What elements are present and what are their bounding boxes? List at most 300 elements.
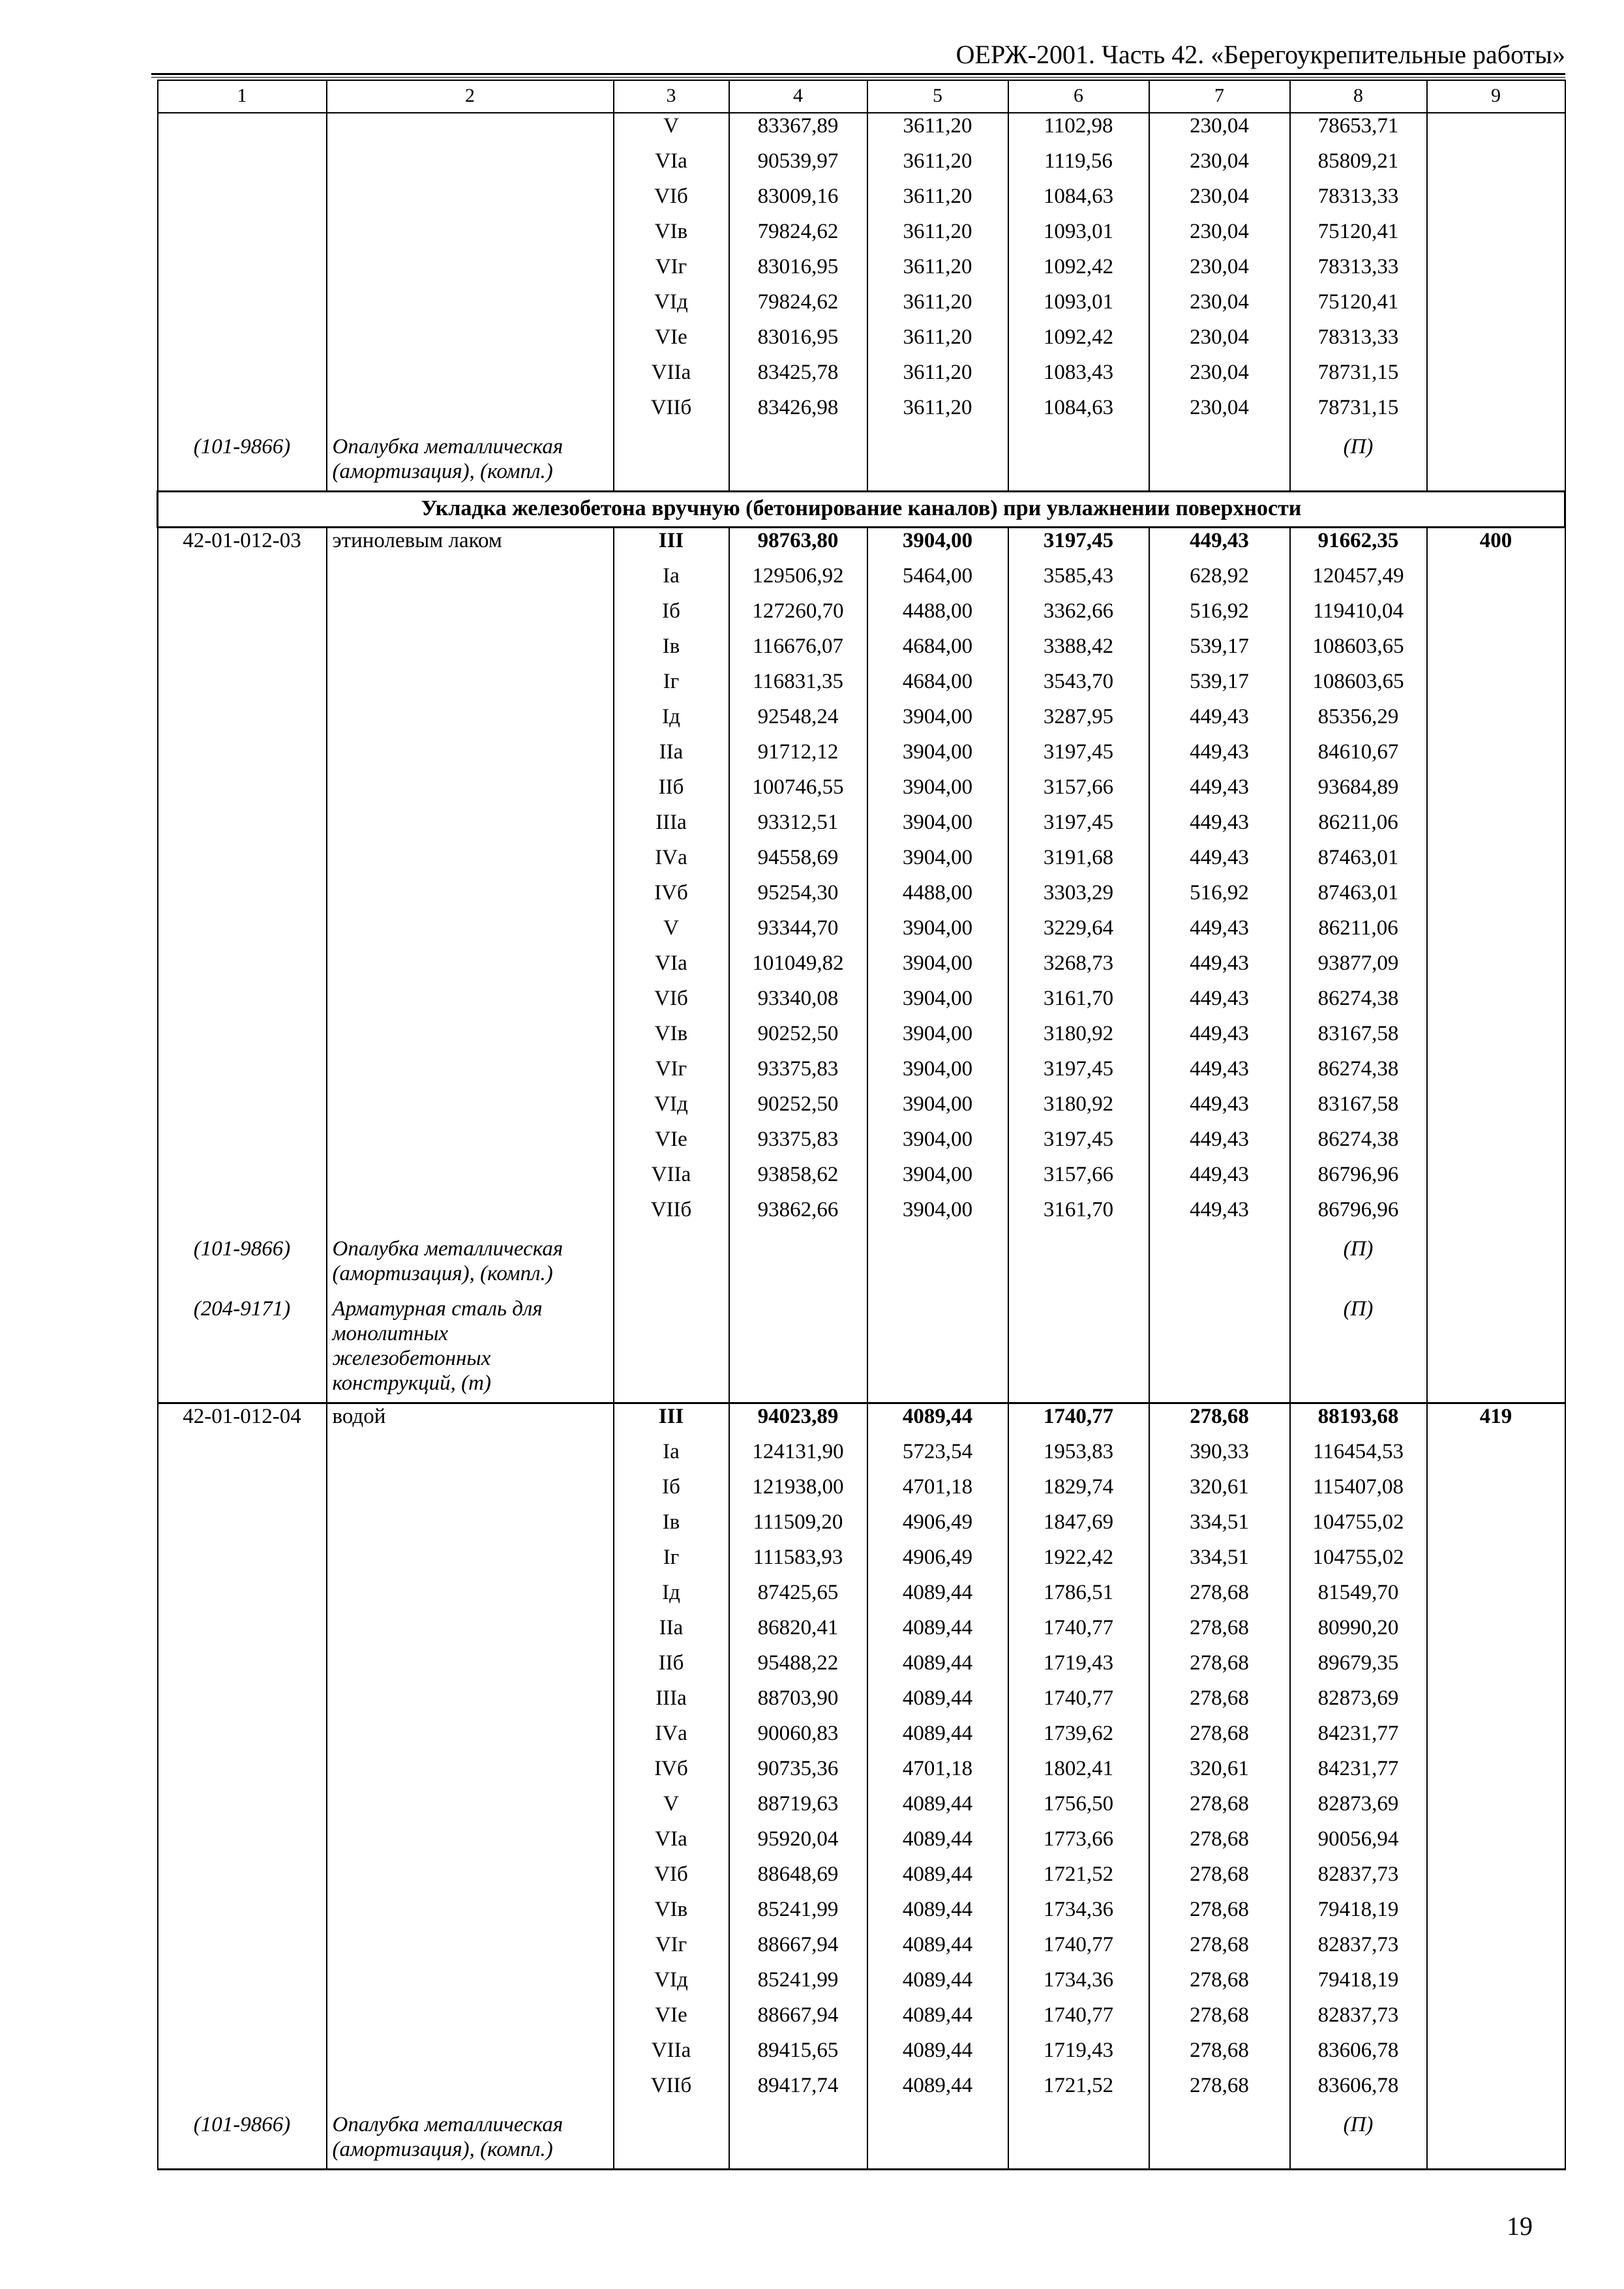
price-row [158, 1651, 1565, 1686]
section-title: Укладка железобетона вручную (бетонирование каналов) при увлажнении поверхности [158, 492, 1565, 528]
labor-wages: 3904,00 [867, 740, 1008, 775]
labor-wages: 4089,44 [867, 1827, 1008, 1862]
column-9-value: 400 [1427, 528, 1565, 564]
operator-wages: 334,51 [1149, 1545, 1290, 1580]
total-cost: 93858,62 [729, 1162, 867, 1197]
column-9-value [1427, 1932, 1565, 1967]
rate-code: 42-01-012-04 [158, 1403, 327, 1440]
total-cost: 88719,63 [729, 1791, 867, 1827]
work-name [327, 254, 614, 290]
materials-cost: 83167,58 [1290, 1092, 1427, 1127]
price-row [158, 1510, 1565, 1545]
machine-cost: 3229,64 [1008, 916, 1149, 951]
zone-marker: V [614, 113, 729, 149]
operator-wages: 278,68 [1149, 1686, 1290, 1721]
operator-wages: 278,68 [1149, 1791, 1290, 1827]
materials-cost: 80990,20 [1290, 1615, 1427, 1651]
price-row [158, 2003, 1565, 2038]
resource-name: Опалубка металлическая (амортизация), (компл.) [327, 430, 614, 492]
rate-code [158, 1127, 327, 1162]
labor-wages: 3904,00 [867, 810, 1008, 845]
rate-code [158, 360, 327, 395]
materials-cost: 78313,33 [1290, 184, 1427, 219]
price-row [158, 528, 1565, 564]
total-cost: 116676,07 [729, 634, 867, 669]
column-9-value [1427, 1615, 1565, 1651]
machine-cost: 3303,29 [1008, 880, 1149, 916]
rate-code [158, 1162, 327, 1197]
rate-code [158, 1545, 327, 1580]
rate-code [158, 2003, 327, 2038]
total-cost: 79824,62 [729, 290, 867, 325]
work-name [327, 1686, 614, 1721]
work-name [327, 740, 614, 775]
column-9-value [1427, 325, 1565, 360]
total-cost: 92548,24 [729, 704, 867, 740]
total-cost: 90060,83 [729, 1721, 867, 1756]
machine-cost: 1734,36 [1008, 1967, 1149, 2003]
empty-cell [1149, 2108, 1290, 2170]
total-cost: 83425,78 [729, 360, 867, 395]
rate-code [158, 184, 327, 219]
rate-code [158, 986, 327, 1021]
machine-cost: 3362,66 [1008, 599, 1149, 634]
zone-marker: VIIб [614, 395, 729, 430]
work-name [327, 563, 614, 599]
rate-code [158, 1756, 327, 1791]
total-cost: 127260,70 [729, 599, 867, 634]
work-name [327, 1092, 614, 1127]
zone-marker: IIа [614, 740, 729, 775]
materials-cost: 89679,35 [1290, 1651, 1427, 1686]
empty-cell [867, 1293, 1008, 1403]
header-rule [151, 73, 1565, 75]
price-row [158, 1403, 1565, 1440]
operator-wages: 449,43 [1149, 704, 1290, 740]
empty-cell [867, 430, 1008, 492]
column-9-value [1427, 1510, 1565, 1545]
column-9-value [1427, 219, 1565, 254]
zone-marker: VIб [614, 1862, 729, 1897]
work-name [327, 1932, 614, 1967]
zone-marker: IIб [614, 775, 729, 810]
price-row [158, 1474, 1565, 1510]
zone-marker: VIг [614, 1932, 729, 1967]
column-9-value [1427, 1021, 1565, 1056]
operator-wages: 230,04 [1149, 149, 1290, 184]
rate-code [158, 1197, 327, 1233]
materials-cost: 82837,73 [1290, 2003, 1427, 2038]
operator-wages: 516,92 [1149, 599, 1290, 634]
work-name [327, 1127, 614, 1162]
materials-cost: 83167,58 [1290, 1021, 1427, 1056]
zone-marker: VIб [614, 184, 729, 219]
machine-cost: 3161,70 [1008, 986, 1149, 1021]
work-name [327, 634, 614, 669]
materials-cost: 78731,15 [1290, 360, 1427, 395]
price-row [158, 951, 1565, 986]
total-cost: 93862,66 [729, 1197, 867, 1233]
column-number: 3 [614, 80, 729, 113]
machine-cost: 3191,68 [1008, 845, 1149, 880]
column-9-value [1427, 1439, 1565, 1474]
work-name [327, 1545, 614, 1580]
materials-cost: 82873,69 [1290, 1686, 1427, 1721]
labor-wages: 4089,44 [867, 2003, 1008, 2038]
price-row [158, 395, 1565, 430]
materials-cost: 86211,06 [1290, 916, 1427, 951]
operator-wages: 628,92 [1149, 563, 1290, 599]
work-name [327, 184, 614, 219]
work-name [327, 1827, 614, 1862]
column-number: 7 [1149, 80, 1290, 113]
price-row [158, 1756, 1565, 1791]
total-cost: 85241,99 [729, 1897, 867, 1932]
price-row [158, 1967, 1565, 2003]
labor-wages: 4089,44 [867, 1615, 1008, 1651]
column-number: 6 [1008, 80, 1149, 113]
empty-cell [1149, 1293, 1290, 1403]
zone-marker: IIIа [614, 810, 729, 845]
labor-wages: 3904,00 [867, 775, 1008, 810]
work-name [327, 986, 614, 1021]
machine-cost: 3197,45 [1008, 1056, 1149, 1092]
column-9-value [1427, 916, 1565, 951]
materials-cost: 88193,68 [1290, 1403, 1427, 1440]
total-cost: 90252,50 [729, 1021, 867, 1056]
column-9-value [1427, 360, 1565, 395]
operator-wages: 449,43 [1149, 986, 1290, 1021]
operator-wages: 449,43 [1149, 810, 1290, 845]
rate-code [158, 1967, 327, 2003]
operator-wages: 449,43 [1149, 916, 1290, 951]
price-row [158, 1686, 1565, 1721]
total-cost: 88703,90 [729, 1686, 867, 1721]
operator-wages: 278,68 [1149, 1967, 1290, 2003]
resource-code: (101-9866) [158, 430, 327, 492]
price-row [158, 113, 1565, 149]
column-9-value [1427, 1056, 1565, 1092]
price-row [158, 916, 1565, 951]
materials-cost: 79418,19 [1290, 1967, 1427, 2003]
machine-cost: 1740,77 [1008, 1403, 1149, 1440]
rate-code [158, 880, 327, 916]
materials-cost: 91662,35 [1290, 528, 1427, 564]
materials-cost: 85356,29 [1290, 704, 1427, 740]
materials-cost: 119410,04 [1290, 599, 1427, 634]
machine-cost: 3161,70 [1008, 1197, 1149, 1233]
total-cost: 101049,82 [729, 951, 867, 986]
empty-cell [614, 430, 729, 492]
operator-wages: 449,43 [1149, 740, 1290, 775]
total-cost: 95254,30 [729, 880, 867, 916]
labor-wages: 4089,44 [867, 1932, 1008, 1967]
operator-wages: 539,17 [1149, 669, 1290, 704]
price-row [158, 986, 1565, 1021]
materials-cost: 81549,70 [1290, 1580, 1427, 1615]
operator-wages: 449,43 [1149, 528, 1290, 564]
machine-cost: 1847,69 [1008, 1510, 1149, 1545]
column-9-value [1427, 599, 1565, 634]
zone-marker: IVа [614, 845, 729, 880]
column-number: 4 [729, 80, 867, 113]
price-row [158, 599, 1565, 634]
operator-wages: 449,43 [1149, 1021, 1290, 1056]
zone-marker: VIIа [614, 1162, 729, 1197]
work-name [327, 113, 614, 149]
column-9-value [1427, 1827, 1565, 1862]
work-name [327, 1056, 614, 1092]
column-9-value [1427, 1545, 1565, 1580]
materials-cost: 108603,65 [1290, 634, 1427, 669]
labor-wages: 3904,00 [867, 986, 1008, 1021]
price-row [158, 775, 1565, 810]
materials-cost: 78313,33 [1290, 325, 1427, 360]
operator-wages: 230,04 [1149, 113, 1290, 149]
operator-wages: 449,43 [1149, 1162, 1290, 1197]
price-row [158, 1545, 1565, 1580]
price-row [158, 810, 1565, 845]
materials-cost: 78731,15 [1290, 395, 1427, 430]
rate-code [158, 1510, 327, 1545]
operator-wages: 449,43 [1149, 951, 1290, 986]
empty-cell [1008, 1293, 1149, 1403]
rate-code [158, 325, 327, 360]
total-cost: 111509,20 [729, 1510, 867, 1545]
machine-cost: 1119,56 [1008, 149, 1149, 184]
machine-cost: 3180,92 [1008, 1092, 1149, 1127]
total-cost: 88667,94 [729, 1932, 867, 1967]
column-9-value [1427, 1127, 1565, 1162]
operator-wages: 320,61 [1149, 1756, 1290, 1791]
price-row [158, 669, 1565, 704]
zone-marker: VIв [614, 219, 729, 254]
price-row [158, 1932, 1565, 1967]
column-number: 1 [158, 80, 327, 113]
price-row [158, 845, 1565, 880]
zone-marker: IVб [614, 1756, 729, 1791]
resource-name: Опалубка металлическая (амортизация), (компл.) [327, 1233, 614, 1293]
price-row [158, 360, 1565, 395]
zone-marker: Iб [614, 1474, 729, 1510]
labor-wages: 3611,20 [867, 184, 1008, 219]
labor-wages: 4701,18 [867, 1474, 1008, 1510]
labor-wages: 5723,54 [867, 1439, 1008, 1474]
operator-wages: 278,68 [1149, 1862, 1290, 1897]
resource-code: (101-9866) [158, 1233, 327, 1293]
operator-wages: 449,43 [1149, 845, 1290, 880]
rate-code [158, 634, 327, 669]
materials-cost: 83606,78 [1290, 2038, 1427, 2073]
materials-cost: 75120,41 [1290, 290, 1427, 325]
machine-cost: 1734,36 [1008, 1897, 1149, 1932]
empty-cell [1427, 430, 1565, 492]
operator-wages: 230,04 [1149, 254, 1290, 290]
total-cost: 90735,36 [729, 1756, 867, 1791]
price-row [158, 1127, 1565, 1162]
zone-marker: Iв [614, 634, 729, 669]
machine-cost: 1083,43 [1008, 360, 1149, 395]
labor-wages: 3904,00 [867, 1092, 1008, 1127]
materials-cost: 78313,33 [1290, 254, 1427, 290]
empty-cell [614, 1293, 729, 1403]
column-9-value [1427, 1474, 1565, 1510]
resource-mark: (П) [1290, 1293, 1427, 1403]
materials-cost: 83606,78 [1290, 2073, 1427, 2108]
labor-wages: 4089,44 [867, 2073, 1008, 2108]
machine-cost: 3287,95 [1008, 704, 1149, 740]
machine-cost: 1922,42 [1008, 1545, 1149, 1580]
work-name [327, 704, 614, 740]
price-table [157, 80, 1566, 2170]
total-cost: 94558,69 [729, 845, 867, 880]
total-cost: 124131,90 [729, 1439, 867, 1474]
empty-cell [1427, 2108, 1565, 2170]
total-cost: 88648,69 [729, 1862, 867, 1897]
work-name [327, 1197, 614, 1233]
rate-code [158, 1932, 327, 1967]
column-9-value [1427, 951, 1565, 986]
labor-wages: 4089,44 [867, 1651, 1008, 1686]
materials-cost: 85809,21 [1290, 149, 1427, 184]
rate-code: 42-01-012-03 [158, 528, 327, 564]
resource-row [158, 1293, 1565, 1403]
rate-code [158, 1021, 327, 1056]
machine-cost: 3197,45 [1008, 528, 1149, 564]
materials-cost: 104755,02 [1290, 1545, 1427, 1580]
materials-cost: 86796,96 [1290, 1162, 1427, 1197]
empty-cell [1149, 1233, 1290, 1293]
operator-wages: 278,68 [1149, 1932, 1290, 1967]
resource-name: Опалубка металлическая (амортизация), (компл.) [327, 2108, 614, 2170]
work-name [327, 2073, 614, 2108]
column-9-value [1427, 704, 1565, 740]
resource-name: Арматурная сталь для монолитных железобетонных конструкций, (т) [327, 1293, 614, 1403]
materials-cost: 116454,53 [1290, 1439, 1427, 1474]
rate-code [158, 916, 327, 951]
materials-cost: 84231,77 [1290, 1721, 1427, 1756]
empty-cell [1149, 430, 1290, 492]
rate-code [158, 1056, 327, 1092]
total-cost: 83009,16 [729, 184, 867, 219]
resource-row [158, 430, 1565, 492]
total-cost: 88667,94 [729, 2003, 867, 2038]
operator-wages: 449,43 [1149, 1197, 1290, 1233]
total-cost: 83426,98 [729, 395, 867, 430]
labor-wages: 4684,00 [867, 669, 1008, 704]
rate-code [158, 1580, 327, 1615]
resource-mark: (П) [1290, 430, 1427, 492]
machine-cost: 3543,70 [1008, 669, 1149, 704]
operator-wages: 278,68 [1149, 1580, 1290, 1615]
machine-cost: 3197,45 [1008, 810, 1149, 845]
empty-cell [614, 2108, 729, 2170]
column-9-value [1427, 563, 1565, 599]
machine-cost: 3197,45 [1008, 1127, 1149, 1162]
column-9-value [1427, 634, 1565, 669]
operator-wages: 320,61 [1149, 1474, 1290, 1510]
column-number: 8 [1290, 80, 1427, 113]
machine-cost: 1802,41 [1008, 1756, 1149, 1791]
work-name [327, 2003, 614, 2038]
labor-wages: 3904,00 [867, 1056, 1008, 1092]
rate-code [158, 1791, 327, 1827]
work-name [327, 1862, 614, 1897]
price-row [158, 880, 1565, 916]
column-9-value [1427, 1862, 1565, 1897]
machine-cost: 1740,77 [1008, 1686, 1149, 1721]
machine-cost: 1719,43 [1008, 1651, 1149, 1686]
rate-code [158, 290, 327, 325]
column-numbers-row [158, 80, 1565, 113]
work-name [327, 1510, 614, 1545]
empty-cell [614, 1233, 729, 1293]
machine-cost: 3268,73 [1008, 951, 1149, 986]
empty-cell [1008, 2108, 1149, 2170]
column-9-value [1427, 149, 1565, 184]
total-cost: 95920,04 [729, 1827, 867, 1862]
empty-cell [729, 2108, 867, 2170]
labor-wages: 3611,20 [867, 149, 1008, 184]
total-cost: 83367,89 [729, 113, 867, 149]
operator-wages: 230,04 [1149, 325, 1290, 360]
labor-wages: 4906,49 [867, 1545, 1008, 1580]
price-row [158, 1862, 1565, 1897]
operator-wages: 230,04 [1149, 395, 1290, 430]
total-cost: 83016,95 [729, 325, 867, 360]
zone-marker: VIд [614, 1092, 729, 1127]
operator-wages: 230,04 [1149, 360, 1290, 395]
column-9-value [1427, 254, 1565, 290]
total-cost: 93312,51 [729, 810, 867, 845]
operator-wages: 278,68 [1149, 2003, 1290, 2038]
column-number: 5 [867, 80, 1008, 113]
total-cost: 90252,50 [729, 1092, 867, 1127]
materials-cost: 86274,38 [1290, 1127, 1427, 1162]
column-9-value [1427, 669, 1565, 704]
machine-cost: 1092,42 [1008, 325, 1149, 360]
labor-wages: 3611,20 [867, 219, 1008, 254]
labor-wages: 4906,49 [867, 1510, 1008, 1545]
materials-cost: 115407,08 [1290, 1474, 1427, 1510]
labor-wages: 4089,44 [867, 2038, 1008, 2073]
empty-cell [1427, 1233, 1565, 1293]
empty-cell [1008, 430, 1149, 492]
materials-cost: 93877,09 [1290, 951, 1427, 986]
machine-cost: 1102,98 [1008, 113, 1149, 149]
operator-wages: 278,68 [1149, 2038, 1290, 2073]
work-name [327, 1580, 614, 1615]
zone-marker: VIа [614, 1827, 729, 1862]
rate-code [158, 669, 327, 704]
column-9-value [1427, 113, 1565, 149]
column-9-value [1427, 2003, 1565, 2038]
running-header: ОЕРЖ-2001. Часть 42. «Берегоукрепительные работы» [955, 40, 1565, 69]
total-cost: 86820,41 [729, 1615, 867, 1651]
column-9-value [1427, 2073, 1565, 2108]
labor-wages: 3611,20 [867, 113, 1008, 149]
machine-cost: 3585,43 [1008, 563, 1149, 599]
total-cost: 95488,22 [729, 1651, 867, 1686]
rate-code [158, 775, 327, 810]
labor-wages: 3904,00 [867, 704, 1008, 740]
total-cost: 93340,08 [729, 986, 867, 1021]
column-9-value [1427, 1721, 1565, 1756]
zone-marker: IIа [614, 1615, 729, 1651]
work-name [327, 1967, 614, 2003]
work-name [327, 2038, 614, 2073]
work-name [327, 669, 614, 704]
